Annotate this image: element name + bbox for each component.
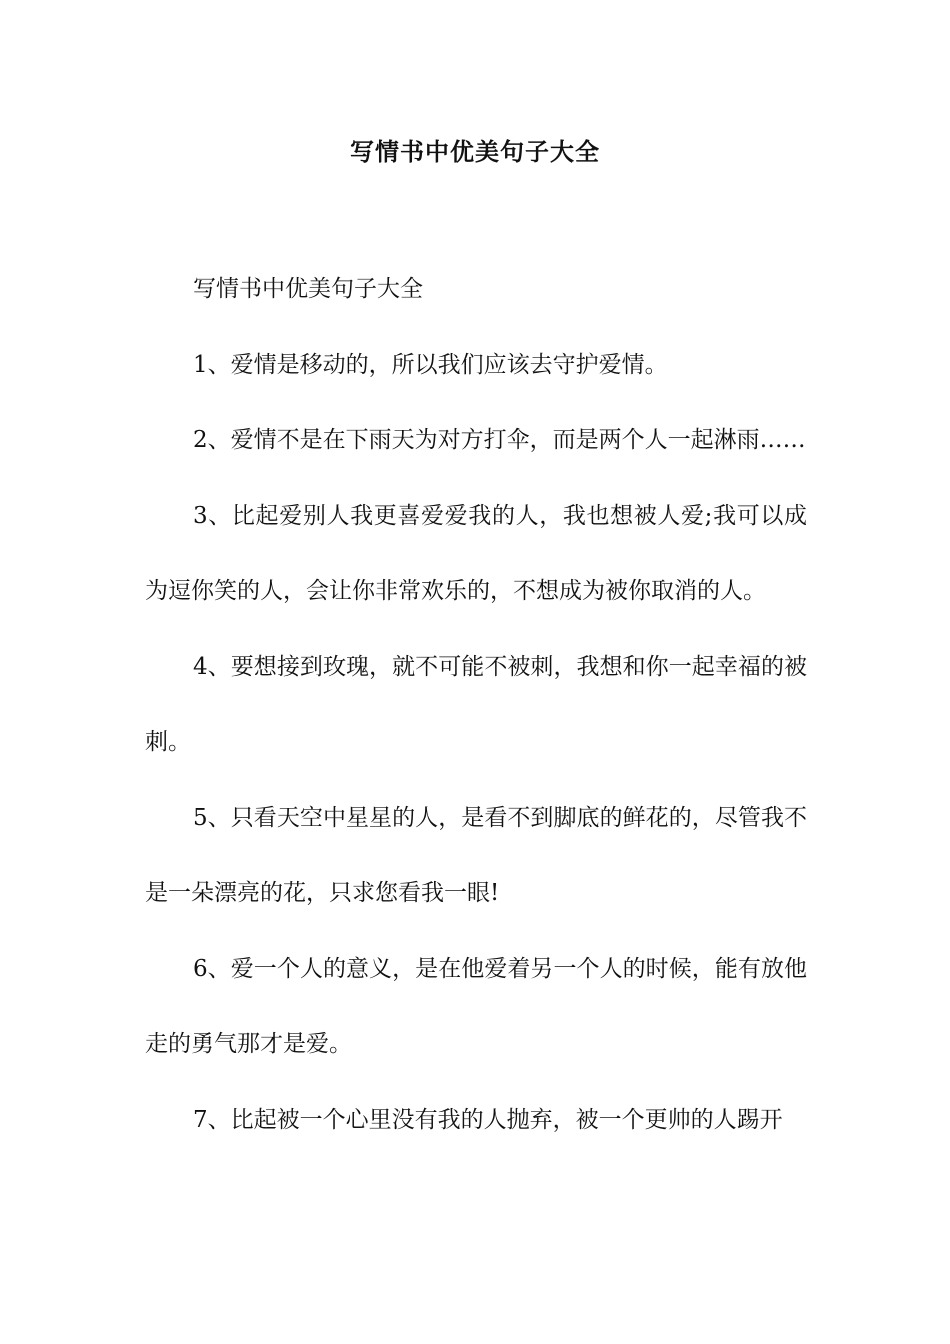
paragraph-7: 7、比起被一个心里没有我的人抛弃，被一个更帅的人踢开 [193, 1106, 783, 1133]
paragraph-2: 2、爱情不是在下雨天为对方打伞，而是两个人一起淋雨…… [193, 427, 806, 453]
paragraph-1: 1、爱情是移动的，所以我们应该去守护爱情。 [193, 351, 668, 378]
paragraph-6: 6、爱一个人的意义，是在他爱着另一个人的时候，能有放他走的勇气那才是爱。 [145, 955, 807, 1057]
paragraph-heading: 写情书中优美句子大全 [193, 276, 423, 302]
paragraph-5: 5、只看天空中星星的人，是看不到脚底的鲜花的，尽管我不是一朵漂亮的花，只求您看我一眼! [145, 804, 807, 906]
paragraph-3: 3、比起爱别人我更喜爱爱我的人，我也想被人爱;我可以成为逗你笑的人，会让你非常欢乐的，不想成为被你取消的人。 [145, 502, 807, 604]
paragraph-4: 4、要想接到玫瑰，就不可能不被刺，我想和你一起幸福的被刺。 [145, 653, 807, 755]
document-title: 写情书中优美句子大全 [350, 137, 600, 166]
document-body [145, 252, 807, 1158]
